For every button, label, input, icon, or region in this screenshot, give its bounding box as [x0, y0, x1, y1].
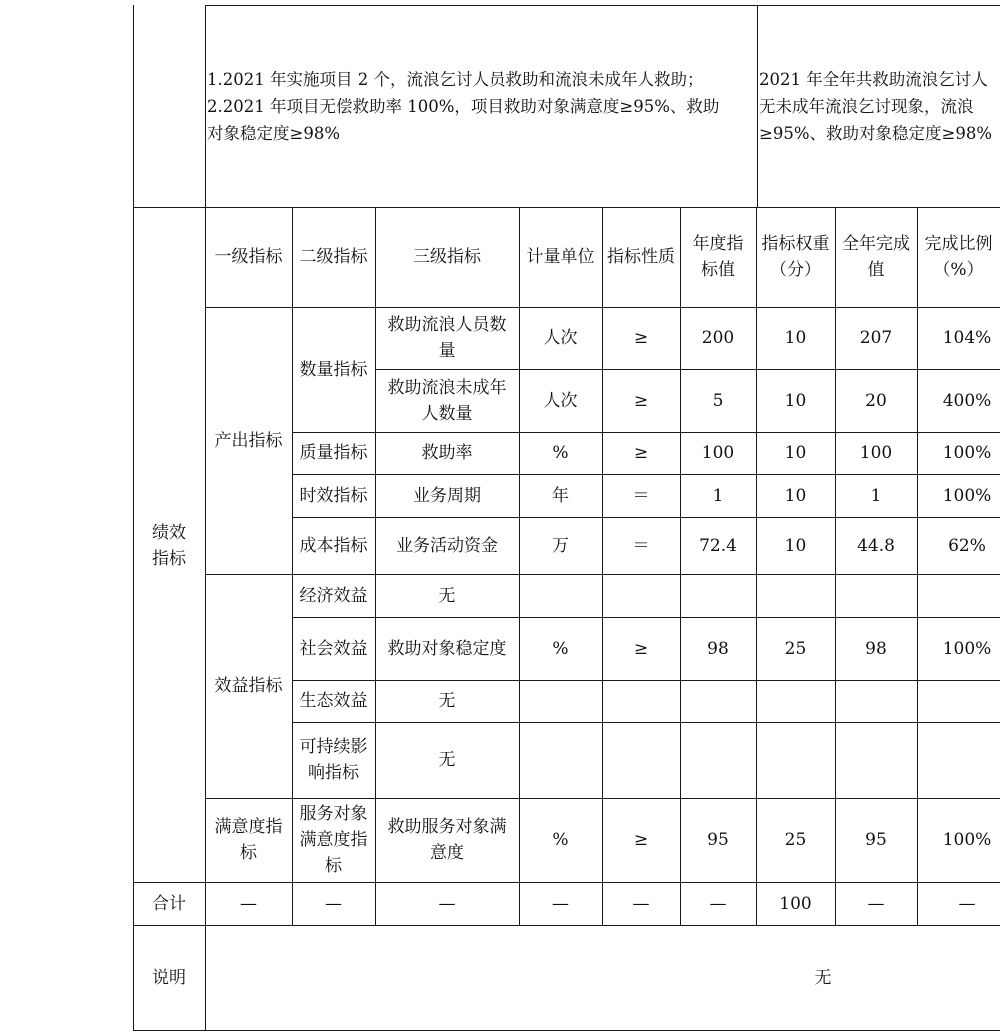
weight-cell: 10 — [784, 535, 807, 556]
total-dash: — — [438, 893, 456, 914]
weight-cell: 25 — [784, 830, 807, 850]
note-value: 无 — [814, 967, 832, 988]
actual-cell: 20 — [865, 390, 887, 411]
header-target: 年度指标值 — [692, 234, 744, 280]
target-cell: 100 — [701, 443, 735, 463]
ratio-cell: 100% — [942, 443, 992, 463]
unit-cell: 万 — [552, 535, 569, 556]
section-label: 绩效指标 — [152, 523, 186, 569]
target-cell: 72.4 — [699, 535, 737, 556]
level3-cell: 业务周期 — [413, 485, 481, 506]
header-nature: 指标性质 — [607, 247, 675, 267]
nature-cell: ≥ — [633, 830, 649, 850]
planned-goal-line: 对象稳定度≥98% — [207, 124, 340, 143]
actual-goal-line: 2021 年全年共救助流浪乞讨人 — [759, 70, 988, 89]
header-weight: 指标权重（分） — [761, 234, 830, 280]
nature-cell: ＝ — [632, 485, 650, 506]
actual-cell: 1 — [870, 485, 882, 506]
level3-cell: 救助流浪人员数量 — [387, 315, 507, 361]
planned-goal-line: 2.2021 年项目无偿救助率 100%，项目救助对象满意度≥95%、救助 — [207, 97, 720, 116]
actual-cell: 44.8 — [857, 535, 895, 556]
actual-cell: 207 — [859, 328, 893, 348]
unit-cell: % — [552, 638, 569, 659]
total-label: 合计 — [152, 893, 186, 914]
header-level3: 三级指标 — [413, 247, 481, 267]
header-actual: 全年完成值 — [842, 234, 910, 280]
weight-cell: 10 — [784, 390, 807, 411]
ratio-cell: 100% — [942, 638, 992, 659]
note-label: 说明 — [152, 967, 186, 988]
total-dash: — — [709, 893, 727, 914]
level3-cell: 无 — [438, 750, 456, 770]
unit-cell: % — [552, 830, 569, 850]
unit-cell: 人次 — [543, 328, 578, 348]
actual-goal-line: 无未成年流浪乞讨现象，流浪 — [759, 97, 974, 116]
total-weight: 100 — [779, 893, 812, 914]
total-dash: — — [958, 893, 976, 914]
level3-cell: 无 — [438, 691, 456, 711]
nature-cell: ＝ — [632, 535, 650, 556]
level3-cell: 无 — [438, 585, 456, 606]
rule — [205, 5, 1000, 6]
planned-goal-line: 1.2021 年实施项目 2 个，流浪乞讨人员救助和流浪未成年人救助； — [207, 70, 704, 89]
header-level2: 二级指标 — [299, 247, 368, 267]
unit-cell: % — [552, 443, 569, 463]
actual-cell: 100 — [859, 443, 893, 463]
unit-cell: 人次 — [543, 390, 578, 411]
target-cell: 1 — [712, 485, 724, 506]
weight-cell: 25 — [784, 638, 807, 659]
header-level1: 一级指标 — [214, 247, 283, 267]
level2-timeliness: 时效指标 — [299, 485, 368, 506]
rule — [133, 1030, 1000, 1031]
ratio-cell: 104% — [942, 328, 992, 348]
level2-quantity: 数量指标 — [299, 359, 368, 380]
unit-cell: 年 — [552, 485, 569, 506]
total-dash: — — [552, 893, 569, 914]
group-satisfaction: 满意度指标 — [214, 817, 283, 863]
weight-cell: 10 — [784, 485, 807, 506]
level3-cell: 救助对象稳定度 — [387, 638, 507, 659]
level2-ecological: 生态效益 — [299, 691, 368, 711]
actual-cell: 98 — [865, 638, 887, 659]
total-dash: — — [240, 893, 257, 914]
rule — [757, 5, 758, 208]
total-dash: — — [632, 893, 650, 914]
rule — [133, 5, 134, 1031]
target-cell: 98 — [707, 638, 729, 659]
level3-cell: 救助流浪未成年人数量 — [387, 377, 507, 424]
nature-cell: ≥ — [633, 328, 649, 348]
nature-cell: ≥ — [633, 443, 649, 463]
header-ratio: 完成比例（%） — [924, 234, 993, 280]
group-output: 产出指标 — [214, 430, 283, 451]
target-cell: 5 — [712, 390, 724, 411]
total-dash: — — [867, 893, 885, 914]
weight-cell: 10 — [784, 328, 807, 348]
ratio-cell: 100% — [942, 485, 992, 506]
actual-goal-line: ≥95%、救助对象稳定度≥98% — [759, 124, 992, 143]
total-dash: — — [325, 893, 342, 914]
target-cell: 95 — [707, 830, 729, 850]
level3-cell: 救助服务对象满意度 — [387, 817, 507, 863]
actual-cell: 95 — [865, 830, 887, 850]
level2-sustainable: 可持续影响指标 — [299, 737, 368, 783]
level2-quality: 质量指标 — [299, 443, 368, 463]
ratio-cell: 100% — [942, 830, 992, 850]
target-cell: 200 — [701, 328, 735, 348]
level3-cell: 救助率 — [421, 443, 473, 463]
nature-cell: ≥ — [633, 638, 649, 659]
level2-cost: 成本指标 — [299, 535, 368, 556]
level3-cell: 业务活动资金 — [396, 535, 498, 556]
level2-social: 社会效益 — [299, 638, 368, 659]
weight-cell: 10 — [784, 443, 807, 463]
header-unit: 计量单位 — [526, 247, 595, 267]
nature-cell: ≥ — [633, 390, 649, 411]
ratio-cell: 62% — [948, 535, 986, 556]
ratio-cell: 400% — [942, 390, 992, 411]
level2-economic: 经济效益 — [299, 585, 368, 606]
level2-satisfaction: 服务对象满意度指标 — [299, 804, 368, 876]
group-benefit: 效益指标 — [214, 676, 283, 696]
